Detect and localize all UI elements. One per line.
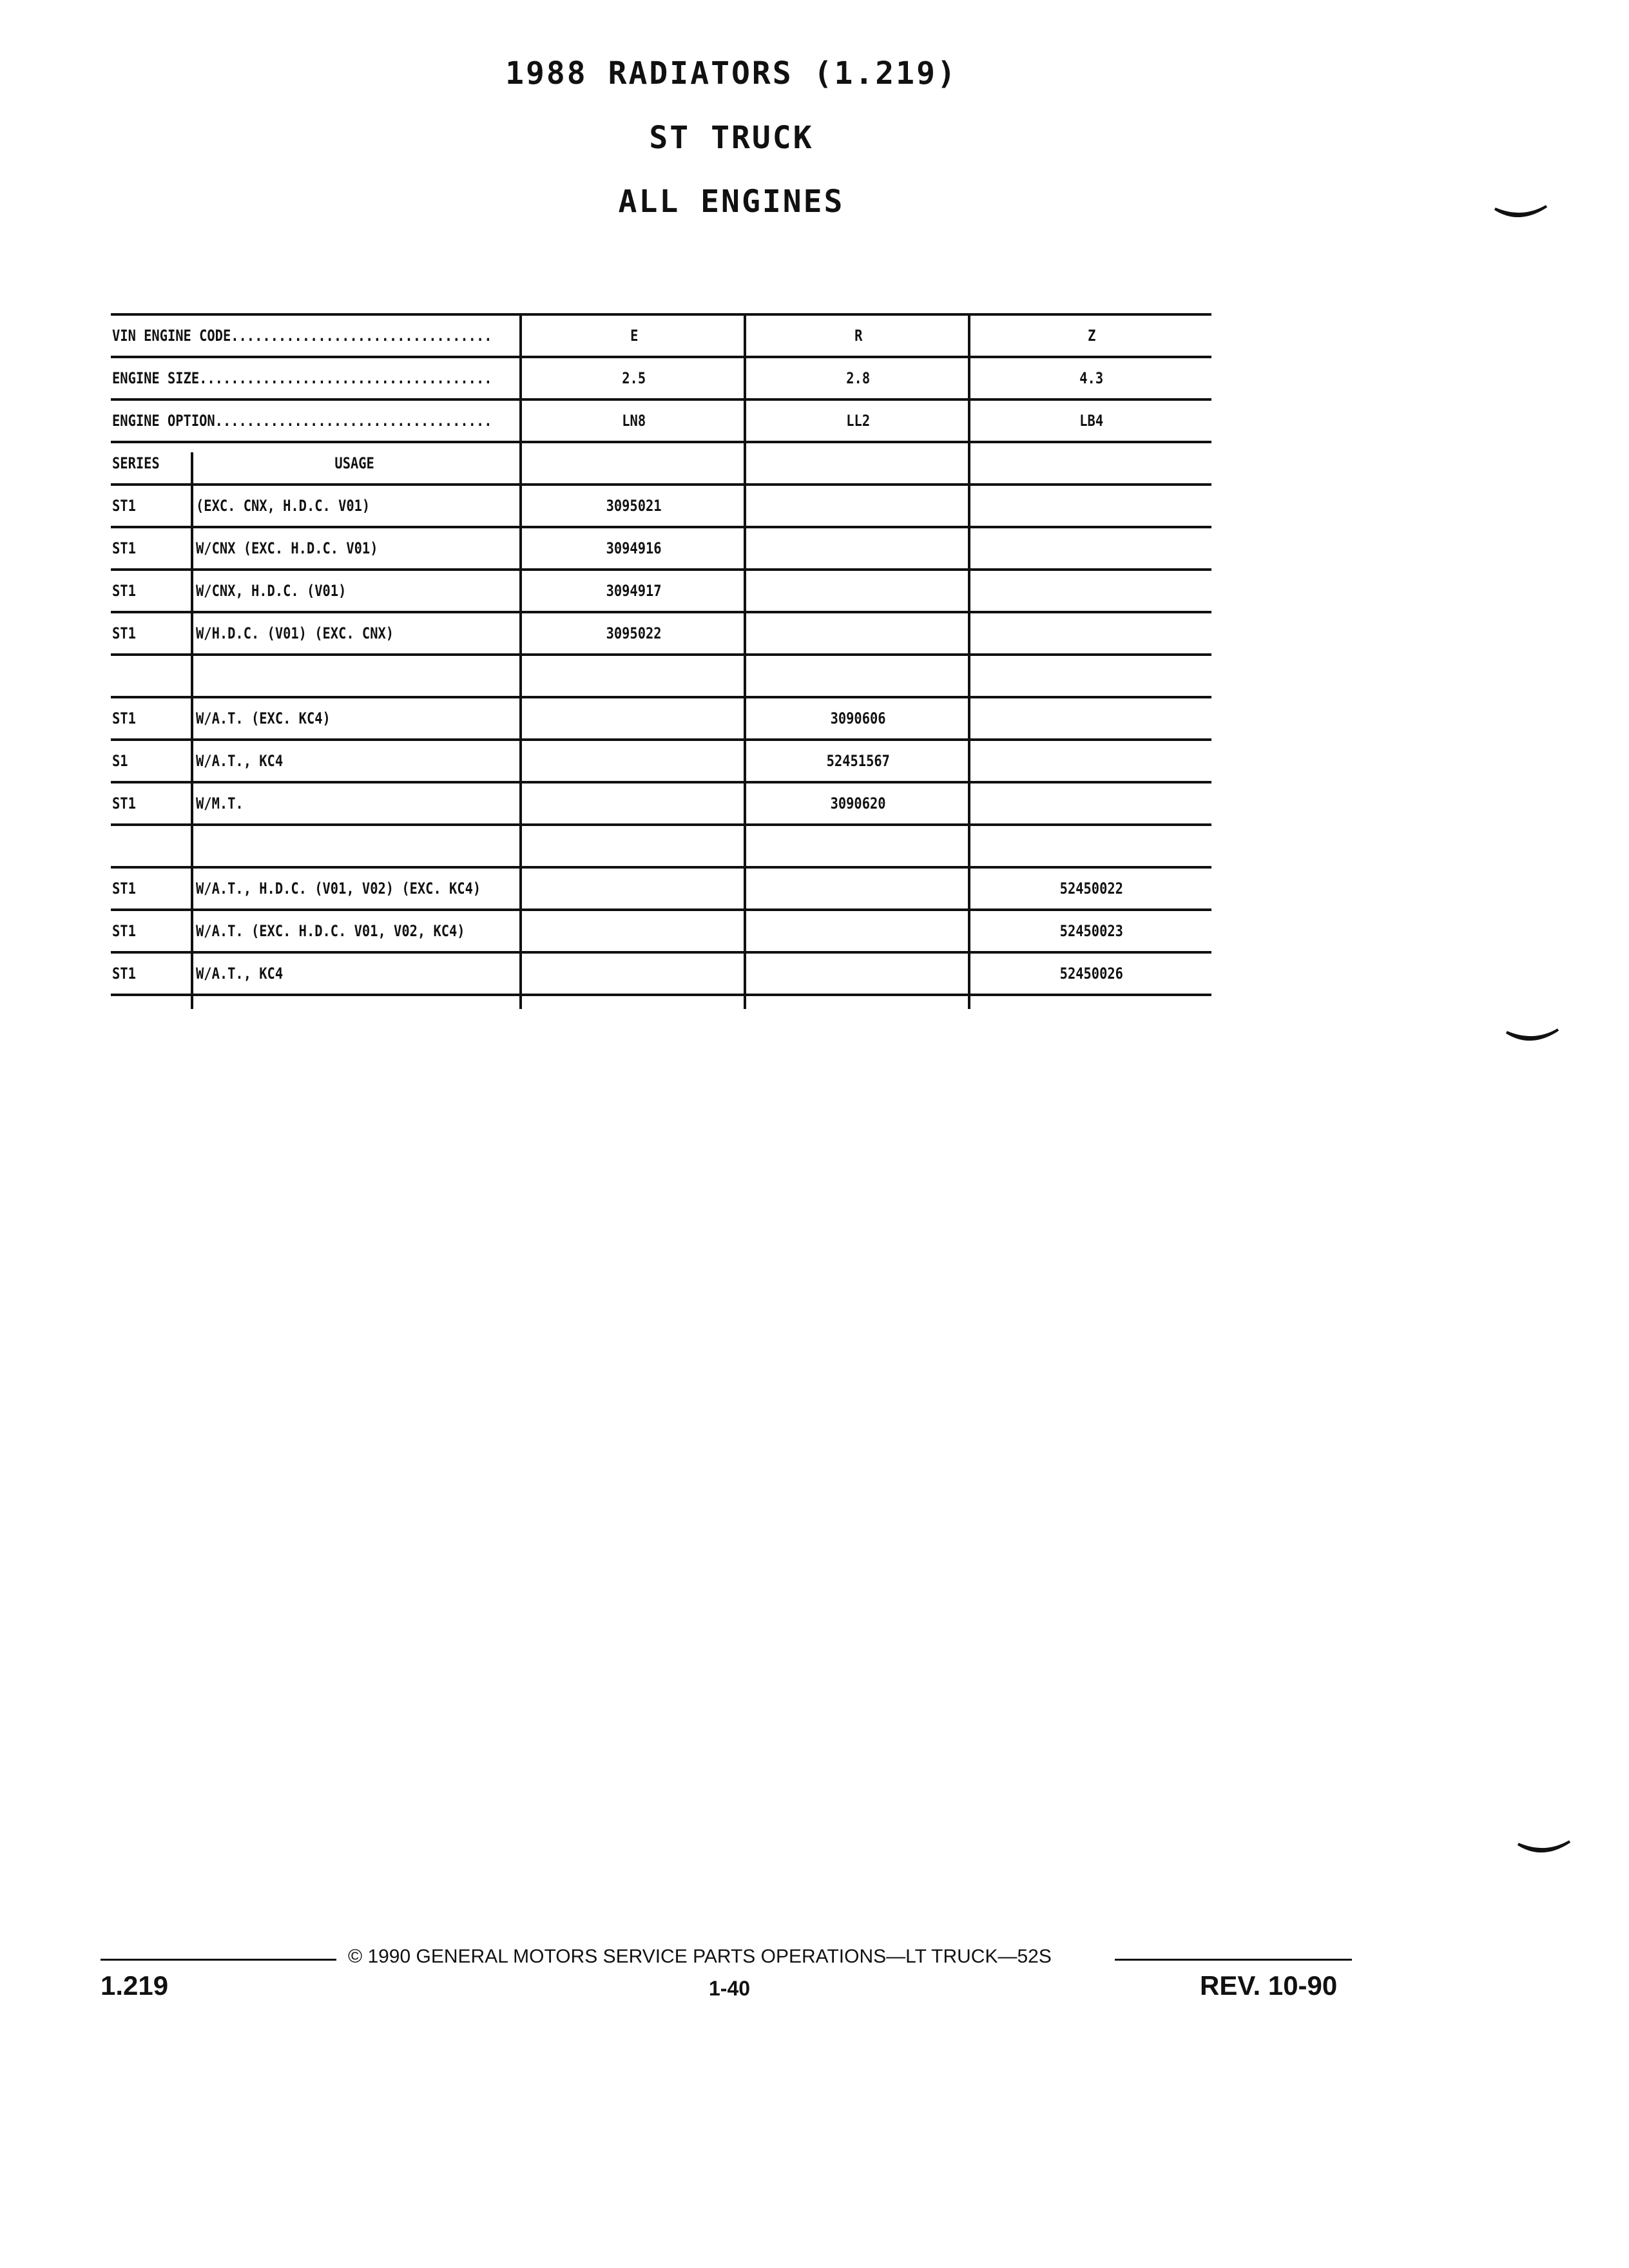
table-row xyxy=(111,528,1211,571)
engine-option-e: LN8 xyxy=(622,412,646,430)
row-part-e: 3094917 xyxy=(606,582,662,600)
engine-option-r: LL2 xyxy=(846,412,871,430)
table-row xyxy=(111,613,1211,656)
table-row xyxy=(111,826,1211,869)
row-part-e: 3095022 xyxy=(606,624,662,642)
vin-code-r: R xyxy=(854,327,863,345)
row-part-e: 3094916 xyxy=(606,539,662,557)
vin-code-z: Z xyxy=(1087,327,1096,345)
row-part-r: 52451567 xyxy=(826,752,891,770)
row-series: S1 xyxy=(112,752,128,770)
document-subtitle-engines: ALL ENGINES xyxy=(618,184,845,220)
footer-copyright: © 1990 GENERAL MOTORS SERVICE PARTS OPERATIONS—LT TRUCK—52S xyxy=(348,1946,1052,1967)
binder-hole-mark xyxy=(1517,1840,1571,1857)
table-row xyxy=(111,869,1211,911)
binder-hole-mark xyxy=(1494,205,1548,222)
table-row xyxy=(111,783,1211,826)
table-row xyxy=(111,316,1211,358)
table-row xyxy=(111,571,1211,613)
engine-size-z: 4.3 xyxy=(1079,369,1104,387)
footer-rule-left xyxy=(101,1959,336,1961)
footer-rule-right xyxy=(1115,1959,1352,1961)
footer-page-number: 1-40 xyxy=(709,1977,751,2000)
row-part-e: 3095021 xyxy=(606,497,662,515)
row-usage: W/CNX, H.D.C. (V01) xyxy=(196,582,347,600)
row-series: ST1 xyxy=(112,624,136,642)
engine-size-r: 2.8 xyxy=(846,369,871,387)
usage-column-header: USAGE xyxy=(334,454,374,472)
row-part-z: 52450026 xyxy=(1059,965,1124,983)
table-row xyxy=(111,486,1211,528)
vin-code-e: E xyxy=(630,327,639,345)
row-series: ST1 xyxy=(112,497,136,515)
row-usage: W/M.T. xyxy=(196,794,244,812)
row-series: ST1 xyxy=(112,582,136,600)
row-series: ST1 xyxy=(112,965,136,983)
table-header-row xyxy=(111,443,1211,486)
row-usage: W/A.T., KC4 xyxy=(196,752,284,770)
row-part-z: 52450023 xyxy=(1059,922,1124,940)
row-series: ST1 xyxy=(112,794,136,812)
row-usage: (EXC. CNX, H.D.C. V01) xyxy=(196,497,371,515)
table-row xyxy=(111,954,1211,996)
row-usage: W/A.T. (EXC. H.D.C. V01, V02, KC4) xyxy=(196,922,465,940)
document-title: 1988 RADIATORS (1.219) xyxy=(505,55,958,91)
row-series: ST1 xyxy=(112,709,136,727)
row-usage: W/A.T. (EXC. KC4) xyxy=(196,709,331,727)
series-column-header: SERIES xyxy=(112,454,160,472)
table-row xyxy=(111,358,1211,401)
engine-size-label: ENGINE SIZE..................................... xyxy=(112,369,492,387)
engine-option-label: ENGINE OPTION................................... xyxy=(112,412,492,430)
vin-engine-code-label: VIN ENGINE CODE................................. xyxy=(112,327,492,345)
row-usage: W/H.D.C. (V01) (EXC. CNX) xyxy=(196,624,394,642)
row-series: ST1 xyxy=(112,539,136,557)
row-part-r: 3090606 xyxy=(831,709,886,727)
footer-revision: REV. 10-90 xyxy=(1200,1970,1338,2001)
row-series: ST1 xyxy=(112,922,136,940)
row-usage: W/A.T., H.D.C. (V01, V02) (EXC. KC4) xyxy=(196,879,481,898)
row-usage: W/CNX (EXC. H.D.C. V01) xyxy=(196,539,378,557)
row-usage: W/A.T., KC4 xyxy=(196,965,284,983)
table-row xyxy=(111,698,1211,741)
engine-size-e: 2.5 xyxy=(622,369,646,387)
row-part-r: 3090620 xyxy=(831,794,886,812)
row-series: ST1 xyxy=(112,879,136,898)
row-part-z: 52450022 xyxy=(1059,879,1124,898)
table-row xyxy=(111,911,1211,954)
table-row xyxy=(111,401,1211,443)
engine-option-z: LB4 xyxy=(1079,412,1104,430)
table-row xyxy=(111,656,1211,698)
binder-hole-mark xyxy=(1505,1028,1559,1045)
document-subtitle-vehicle: ST TRUCK xyxy=(649,120,814,156)
footer-section-number: 1.219 xyxy=(101,1970,169,2001)
table-row xyxy=(111,741,1211,783)
